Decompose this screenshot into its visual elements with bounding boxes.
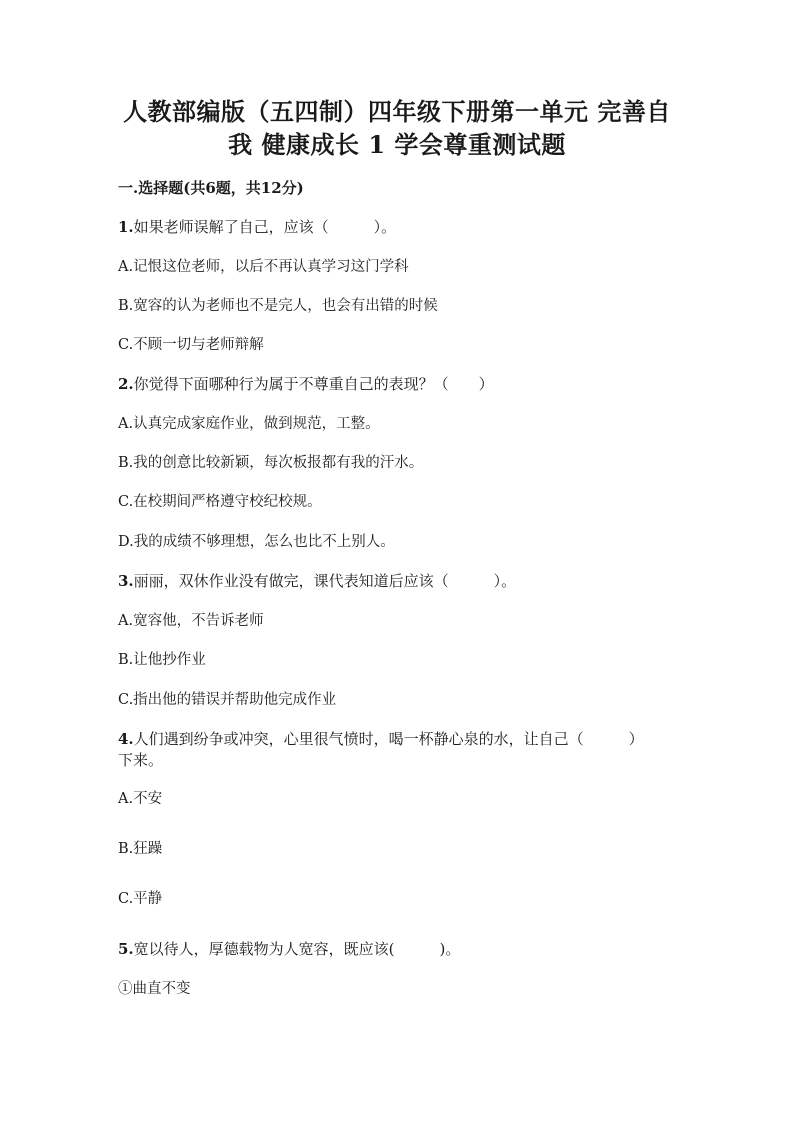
question-4 [118,728,678,750]
question-2-option-d: D.我的成绩不够理想，怎么也比不上别人。 [118,534,395,550]
question-1 [118,216,678,238]
question-2-option-c: C.在校期间严格遵守校纪校规。 [118,494,322,510]
question-3-option-c: C.指出他的错误并帮助他完成作业 [118,692,337,708]
question-1-option-c: C.不顾一切与老师辩解 [118,337,264,353]
question-number: 3. [118,572,134,590]
question-4-option-b: B.狂躁 [118,841,163,857]
question-number: 2. [118,375,134,393]
question-2-option-a: A.认真完成家庭作业，做到规范，工整。 [118,416,380,432]
question-2 [118,373,678,395]
question-1-option-a: A.记恨这位老师，以后不再认真学习这门学科 [118,259,409,275]
question-text: 丽丽，双休作业没有做完，课代表知道后应该（ ）。 [133,572,517,590]
question-3-option-a: A.宽容他，不告诉老师 [118,613,264,629]
question-number: 5. [118,940,134,958]
question-text: 你觉得下面哪种行为属于不尊重自己的表现？（ ） [133,375,494,393]
question-5 [118,938,678,960]
question-4-option-c: C.平静 [118,891,163,907]
question-4-continuation: 下来。 [118,751,164,769]
question-text: 人们遇到纷争或冲突，心里很气愤时，喝一杯静心泉的水，让自己（ ） [133,730,644,748]
question-text: 宽以待人，厚德载物为人宽容，既应该( )。 [133,940,461,958]
question-5-option-1: ①曲直不变 [118,981,191,997]
question-3-option-b: B.让他抄作业 [118,652,206,668]
question-3 [118,570,678,592]
question-number: 4. [118,730,134,748]
question-4-option-a: A.不安 [118,791,163,807]
question-1-option-b: B.宽容的认为老师也不是完人，也会有出错的时候 [118,298,438,314]
question-text: 如果老师误解了自己，应该（ ）。 [133,218,397,236]
section-heading: 一.选择题(共6题，共12分) [118,179,304,197]
question-number: 1. [118,218,134,236]
page-title-line-1: 人教部编版（五四制）四年级下册第一单元 完善自 [123,97,671,126]
question-2-option-b: B.我的创意比较新颖，每次板报都有我的汗水。 [118,455,424,471]
page-title-line-2: 我 健康成长 1 学会尊重测试题 [228,130,566,159]
